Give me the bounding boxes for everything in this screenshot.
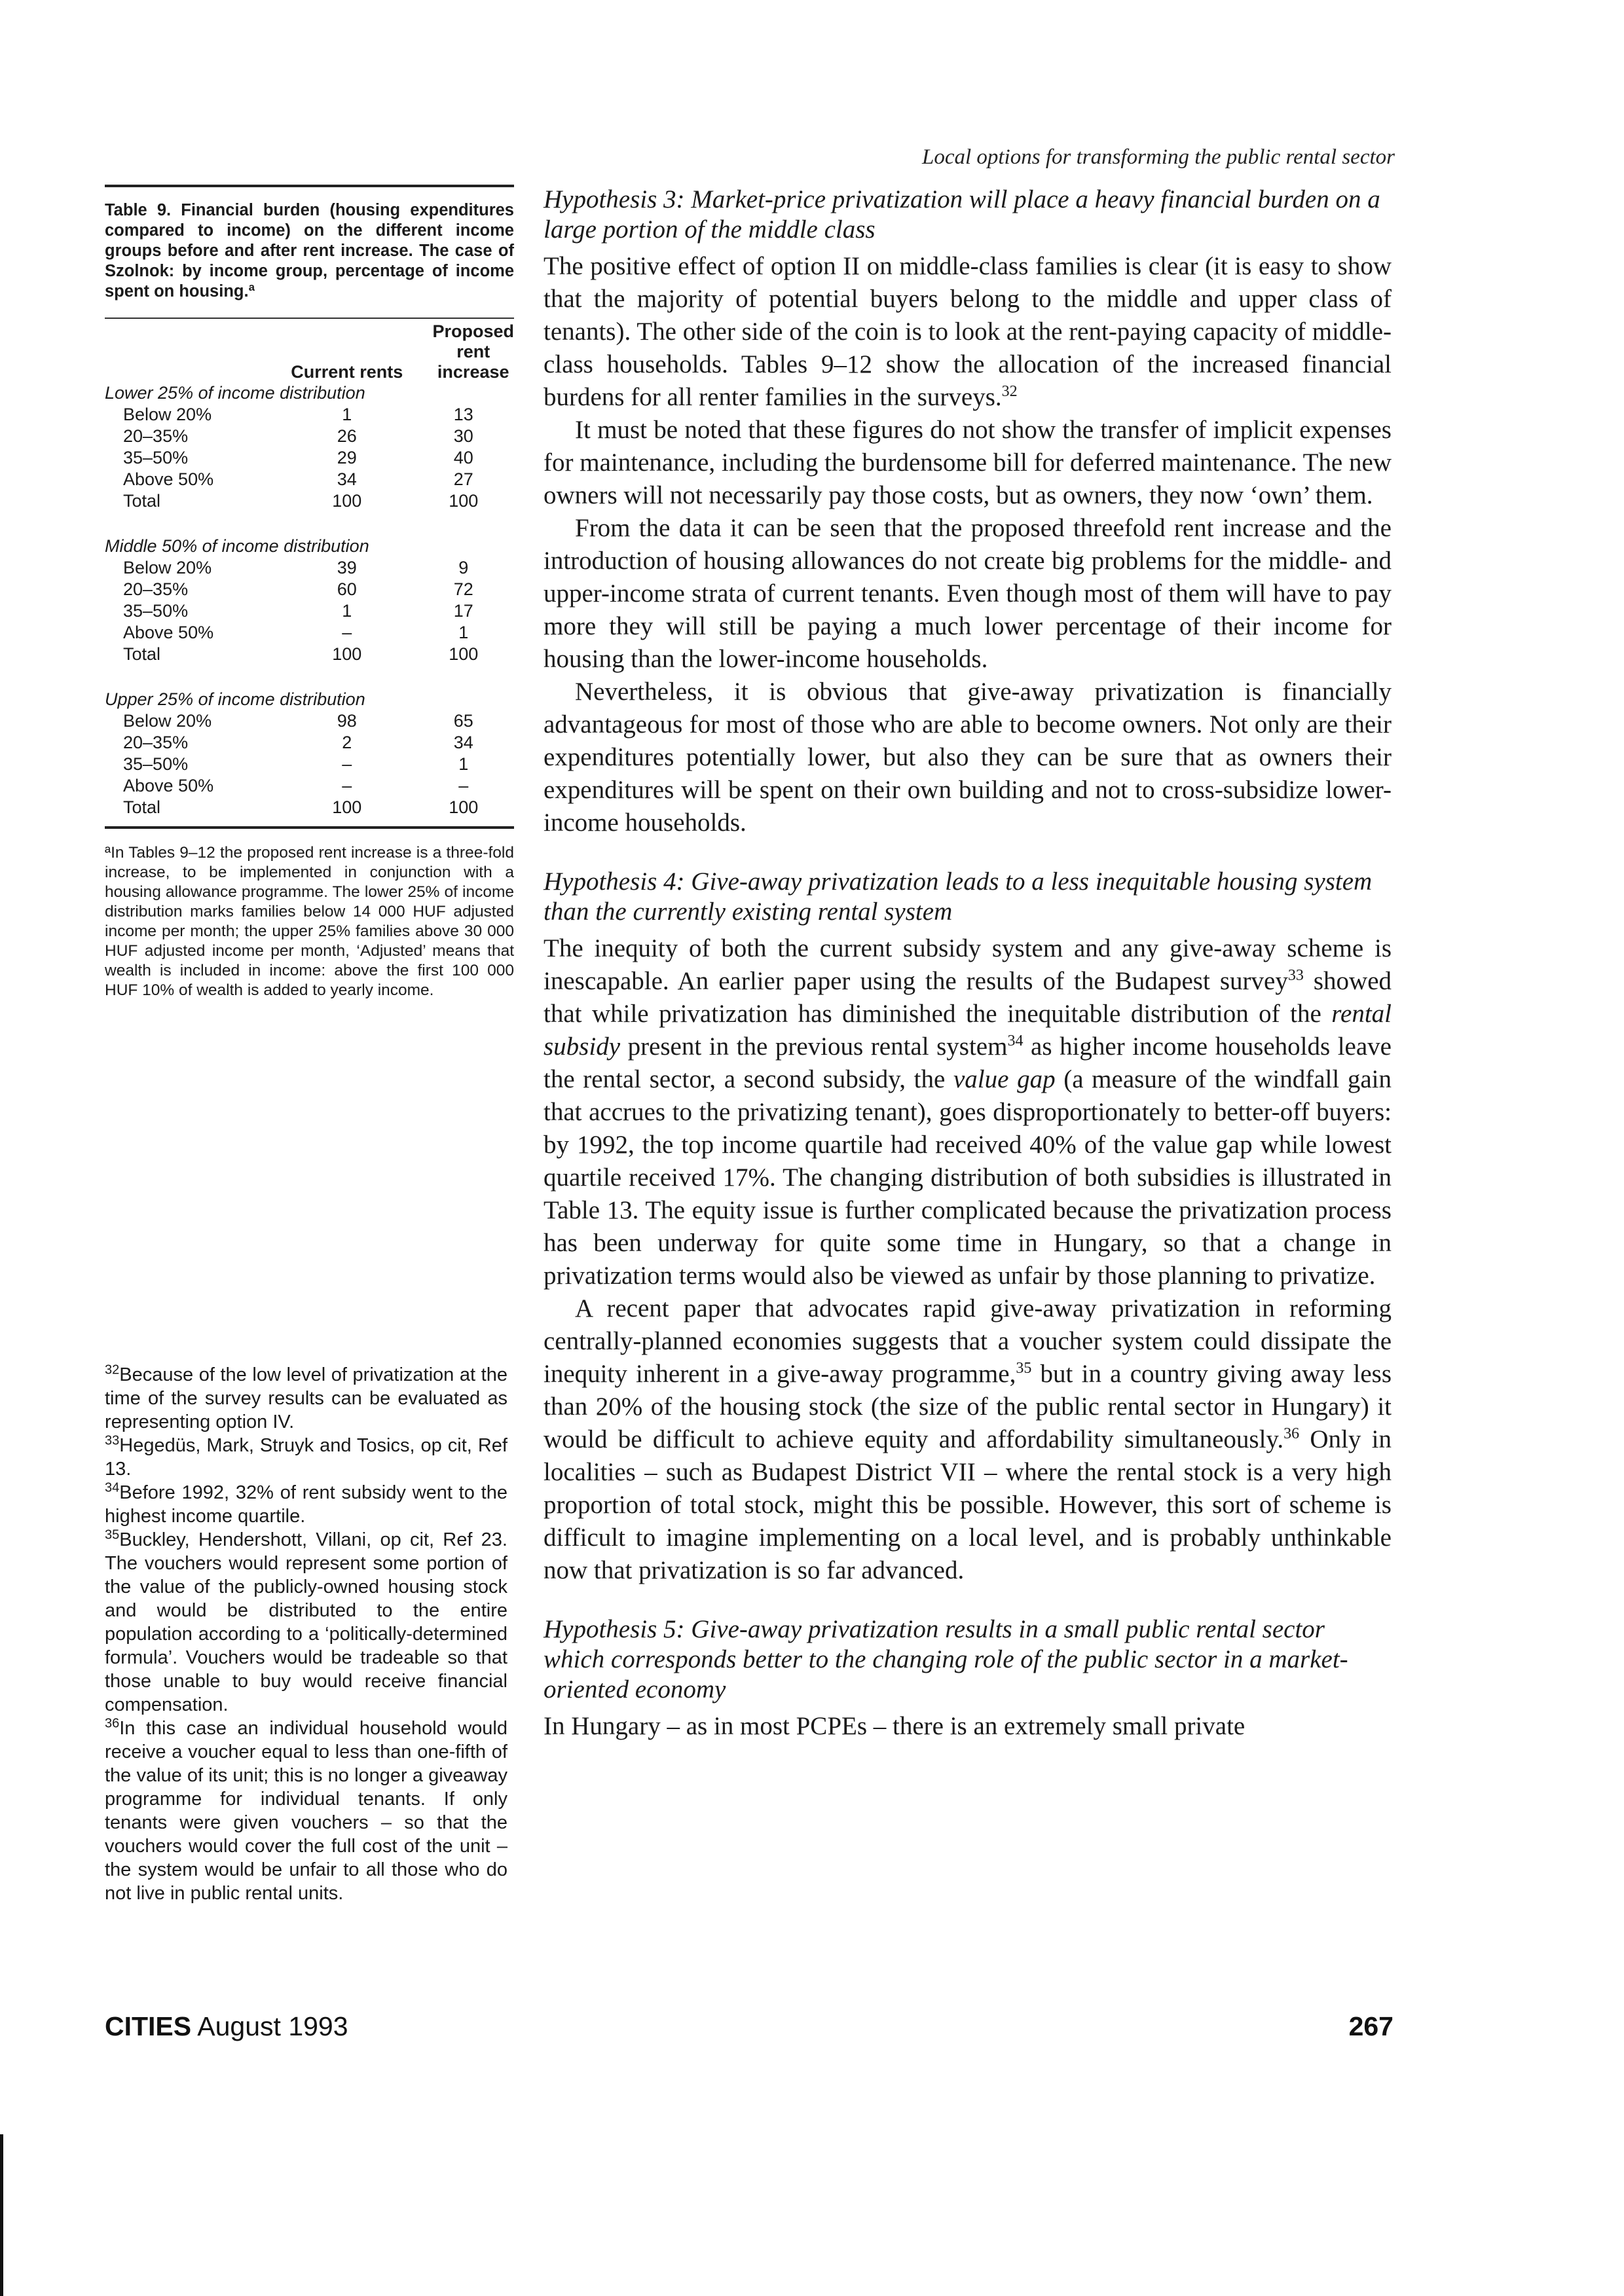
table-cell-label: Total: [123, 797, 161, 817]
table-bottom-rule: [105, 826, 514, 829]
footnote-number: 35: [105, 1527, 120, 1542]
footnote-ref: 35: [1016, 1360, 1032, 1377]
table-cell-label: 35–50%: [123, 754, 189, 774]
table-cell-proposed: 17: [453, 601, 473, 621]
group-label-text: Upper 25% of income distribution: [105, 689, 365, 709]
table-cell-proposed: 1: [458, 754, 469, 774]
running-head: Local options for transforming the public rental sector: [921, 145, 1395, 169]
table-cell-proposed: –: [458, 776, 469, 795]
footnote-text: In this case an individual household would receive a voucher equal to less than one-fifth of the value of its unit; this is no longer a giveaway programme for individual tenants. If only tenants were given vouchers – so that the vouchers would cover the full cost of the unit – the system would be unfair to all those who do not live in public rental units.: [105, 1718, 507, 1904]
group-label-text: Middle 50% of income distribution: [105, 536, 369, 556]
footnote: [105, 1363, 507, 1434]
hypothesis-4-heading: Hypothesis 4: Give-away privatization leads to a less inequitable housing system than the currently existing rental system: [544, 867, 1373, 926]
hypothesis-5-section: [544, 1614, 1392, 1743]
paragraph: [544, 1292, 1392, 1587]
text-run: as higher income households leave the rental sector, a second subsidy, the: [544, 1032, 1392, 1093]
table-group-label: [105, 536, 514, 557]
table-row: [105, 732, 514, 754]
table-cell-label: 35–50%: [123, 601, 189, 621]
paragraph: [544, 932, 1392, 1292]
header-proposed-rent: Proposed rent increase: [432, 321, 514, 382]
table-top-rule: [105, 185, 514, 187]
footnote-text: Buckley, Hendershott, Villani, op cit, Ref 23. The vouchers would represent some portion of the value of the publicly-owned housing stock and would be distributed to the entire population according to a ‘politically-determined formula’. Vouchers would be tradeable so that those unable to buy would receive financial compensation.: [105, 1529, 507, 1715]
table-cell-label: Total: [123, 491, 161, 511]
header-empty: [105, 321, 281, 382]
table-cell-current: 60: [337, 579, 357, 599]
text-run: Only in localities – such as Budapest District VII – where the rental stock is a very high proportion of total stock, might this be possible. However, this sort of scheme is difficult to imagine implementing on a local level, and is probably unthinkable now that privatization is so far advanced.: [544, 1425, 1392, 1584]
paragraph: From the data it can be seen that the proposed threefold rent increase and the introduction of housing allowances do not create big problems for the middle- and upper-income strata of current tenants. Even though most of them will have to pay more they will still be paying a much lower percentage of their income for housing than the lower-income households.: [544, 514, 1392, 673]
footnotes: [105, 1363, 507, 1905]
text-run: present in the previous rental system: [620, 1032, 1008, 1061]
table-cell-current: 100: [332, 797, 362, 817]
table-row: [105, 490, 514, 512]
table-row: [105, 557, 514, 579]
table-row: [105, 426, 514, 447]
table-cell-label: Below 20%: [123, 405, 212, 424]
hypothesis-4-section: [544, 867, 1392, 1587]
group-spacer: [105, 512, 514, 536]
table-cell-label: 35–50%: [123, 448, 189, 467]
table-cell-current: 29: [337, 448, 357, 467]
paragraph: [544, 250, 1392, 414]
table-header-rule: [105, 318, 514, 319]
table-cell-label: Above 50%: [123, 776, 214, 795]
table-row: [105, 644, 514, 665]
table-cell-current: 1: [342, 405, 352, 424]
table-cell-label: Above 50%: [123, 469, 214, 489]
footnote-text: Because of the low level of privatization at the time of the survey results can be evaluated as representing option IV.: [105, 1364, 507, 1432]
table-row: [105, 775, 514, 797]
table-cell-proposed: 40: [453, 448, 473, 467]
footnote-number: 33: [105, 1433, 120, 1448]
table-cell-current: 2: [342, 733, 352, 752]
footnote: [105, 1481, 507, 1528]
table-cell-current: 1: [342, 601, 352, 621]
group-spacer: [105, 665, 514, 689]
table-cell-label: Below 20%: [123, 711, 212, 731]
table-cell-current: –: [342, 754, 352, 774]
table-cell-proposed: 65: [453, 711, 473, 731]
text-run: showed that while privatization has diminished the inequitable distribution of the: [544, 967, 1392, 1028]
emphasis: rental subsidy: [544, 1000, 1392, 1061]
journal-issue: August 1993: [197, 2011, 348, 2041]
table-group-label: [105, 382, 514, 404]
footnote-number: 36: [105, 1716, 120, 1731]
journal-footer: [105, 2011, 348, 2042]
hypothesis-5-heading: Hypothesis 5: Give-away privatization results in a small public rental sector which corresponds better to the changing role of the public sector in a market-oriented economy: [544, 1615, 1348, 1704]
group-label-text: Lower 25% of income distribution: [105, 383, 365, 403]
table-caption: Table 9. Financial burden (housing expenditures compared to income) on the different income groups before and after rent increase. The case of Szolnok: by income group, percentage of income spent on housing.ª: [105, 201, 514, 301]
table-row: [105, 600, 514, 622]
table-cell-proposed: 72: [453, 579, 473, 599]
table-cell-proposed: 27: [453, 469, 473, 489]
footnote-number: 34: [105, 1480, 120, 1495]
table-note: ªIn Tables 9–12 the proposed rent increase is a three-fold increase, to be implemented in conjunction with a housing allowance programme. The lower 25% of income distribution marks families below 14 000 HUF adjusted income per month; the upper 25% families above 30 000 HUF adjusted income per month, ‘Adjusted’ means that wealth is included in income: above the first 100 000 HUF 10% of wealth is added to yearly income.: [105, 844, 514, 999]
table-cell-proposed: 34: [453, 733, 473, 752]
table-row: [105, 754, 514, 775]
table-cell-current: 100: [332, 644, 362, 664]
table-cell-current: 39: [337, 558, 357, 577]
table-row: [105, 710, 514, 732]
table-cell-proposed: 1: [458, 623, 469, 642]
table-cell-label: 20–35%: [123, 733, 189, 752]
footnote: [105, 1528, 507, 1717]
table-cell-current: –: [342, 623, 352, 642]
footnote: [105, 1434, 507, 1481]
footnote-ref: 33: [1287, 967, 1304, 984]
page-number: 267: [1348, 2011, 1393, 2041]
paragraph: Nevertheless, it is obvious that give-away privatization is financially advantageous for most of those who are able to become owners. Not only are their expenditures potentially lower, but also they can be sure that as owners their expenditures will be spent on their own building and not to cross-subsidize lower-income households.: [544, 678, 1392, 837]
table-row: [105, 797, 514, 818]
data-table: [105, 321, 514, 818]
scan-edge-mark: [0, 2134, 3, 2296]
table-cell-label: Below 20%: [123, 558, 212, 577]
paragraph: In Hungary – as in most PCPEs – there is an extremely small private: [544, 1712, 1246, 1740]
body-column: [544, 185, 1392, 1743]
table-9: [105, 185, 514, 1000]
table-cell-current: 26: [337, 426, 357, 446]
table-group-label: [105, 689, 514, 710]
table-cell-proposed: 100: [449, 797, 479, 817]
footnote-text: Hegedüs, Mark, Struyk and Tosics, op cit, Ref 13.: [105, 1435, 507, 1480]
table-cell-proposed: 100: [449, 491, 479, 511]
table-row: [105, 447, 514, 469]
table-cell-current: 34: [337, 469, 357, 489]
table-cell-current: 98: [337, 711, 357, 731]
hypothesis-3-heading: Hypothesis 3: Market-price privatization will place a heavy financial burden on a large portion of the middle class: [544, 185, 1380, 244]
paragraph: It must be noted that these figures do not show the transfer of implicit expenses for maintenance, including the burdensome bill for deferred maintenance. The new owners will not necessarily pay those costs, but as owners, they now ‘own’ them.: [544, 416, 1392, 509]
table-cell-label: 20–35%: [123, 579, 189, 599]
table-row: [105, 579, 514, 600]
table-cell-proposed: 100: [449, 644, 479, 664]
text-run: but in a country giving away less than 20% of the housing stock (the size of the public rental sector in Hungary) it would be difficult to achieve equity and affordability simultaneously.: [544, 1360, 1392, 1453]
table-row: [105, 622, 514, 644]
table-cell-current: 100: [332, 491, 362, 511]
footnote: [105, 1717, 507, 1905]
footnote-ref: 34: [1007, 1032, 1024, 1049]
header-current-rents: Current rents: [291, 362, 403, 382]
footnote-text: Before 1992, 32% of rent subsidy went to the highest income quartile.: [105, 1482, 507, 1527]
journal-name: CITIES: [105, 2011, 192, 2041]
table-cell-proposed: 30: [453, 426, 473, 446]
footnote-ref: 32: [1001, 383, 1018, 400]
footnote-ref: 36: [1283, 1425, 1300, 1442]
text-run: (a measure of the windfall gain that accrues to the privatizing tenant), goes disproportionately to better-off buyers: by 1992, the top income quartile had received 40% of the value gap while lowest quartile received 17%. The changing distribution of both subsidies is illustrated in Table 13. The equity issue is further complicated because the privatization process has been underway for quite some time in Hungary, so that a change in privatization terms would also be viewed as unfair by those planning to privatize.: [544, 1065, 1392, 1290]
table-row: [105, 469, 514, 490]
table-row: [105, 404, 514, 426]
table-cell-label: Total: [123, 644, 161, 664]
paragraph-text: The positive effect of option II on middle-class families is clear (it is easy to show that the majority of potential buyers belong to the middle and upper class of tenants). The other side of the coin is to look at the rent-paying capacity of middle-class households. Tables 9–12 show the allocation of the increased financial burdens for all renter families in the surveys.: [544, 252, 1392, 411]
text-run: A recent paper that advocates rapid give-away privatization in reforming centrally-planned economies suggests that a voucher system could dissipate the inequity inherent in a give-away programme,: [544, 1294, 1392, 1388]
footnote-number: 32: [105, 1362, 120, 1377]
text-run: The inequity of both the current subsidy system and any give-away scheme is inescapable. An earlier paper using the results of the Budapest survey: [544, 934, 1392, 995]
table-cell-current: –: [342, 776, 352, 795]
table-cell-label: Above 50%: [123, 623, 214, 642]
emphasis: value gap: [953, 1065, 1056, 1093]
table-cell-proposed: 13: [453, 405, 473, 424]
table-cell-proposed: 9: [458, 558, 469, 577]
table-cell-label: 20–35%: [123, 426, 189, 446]
